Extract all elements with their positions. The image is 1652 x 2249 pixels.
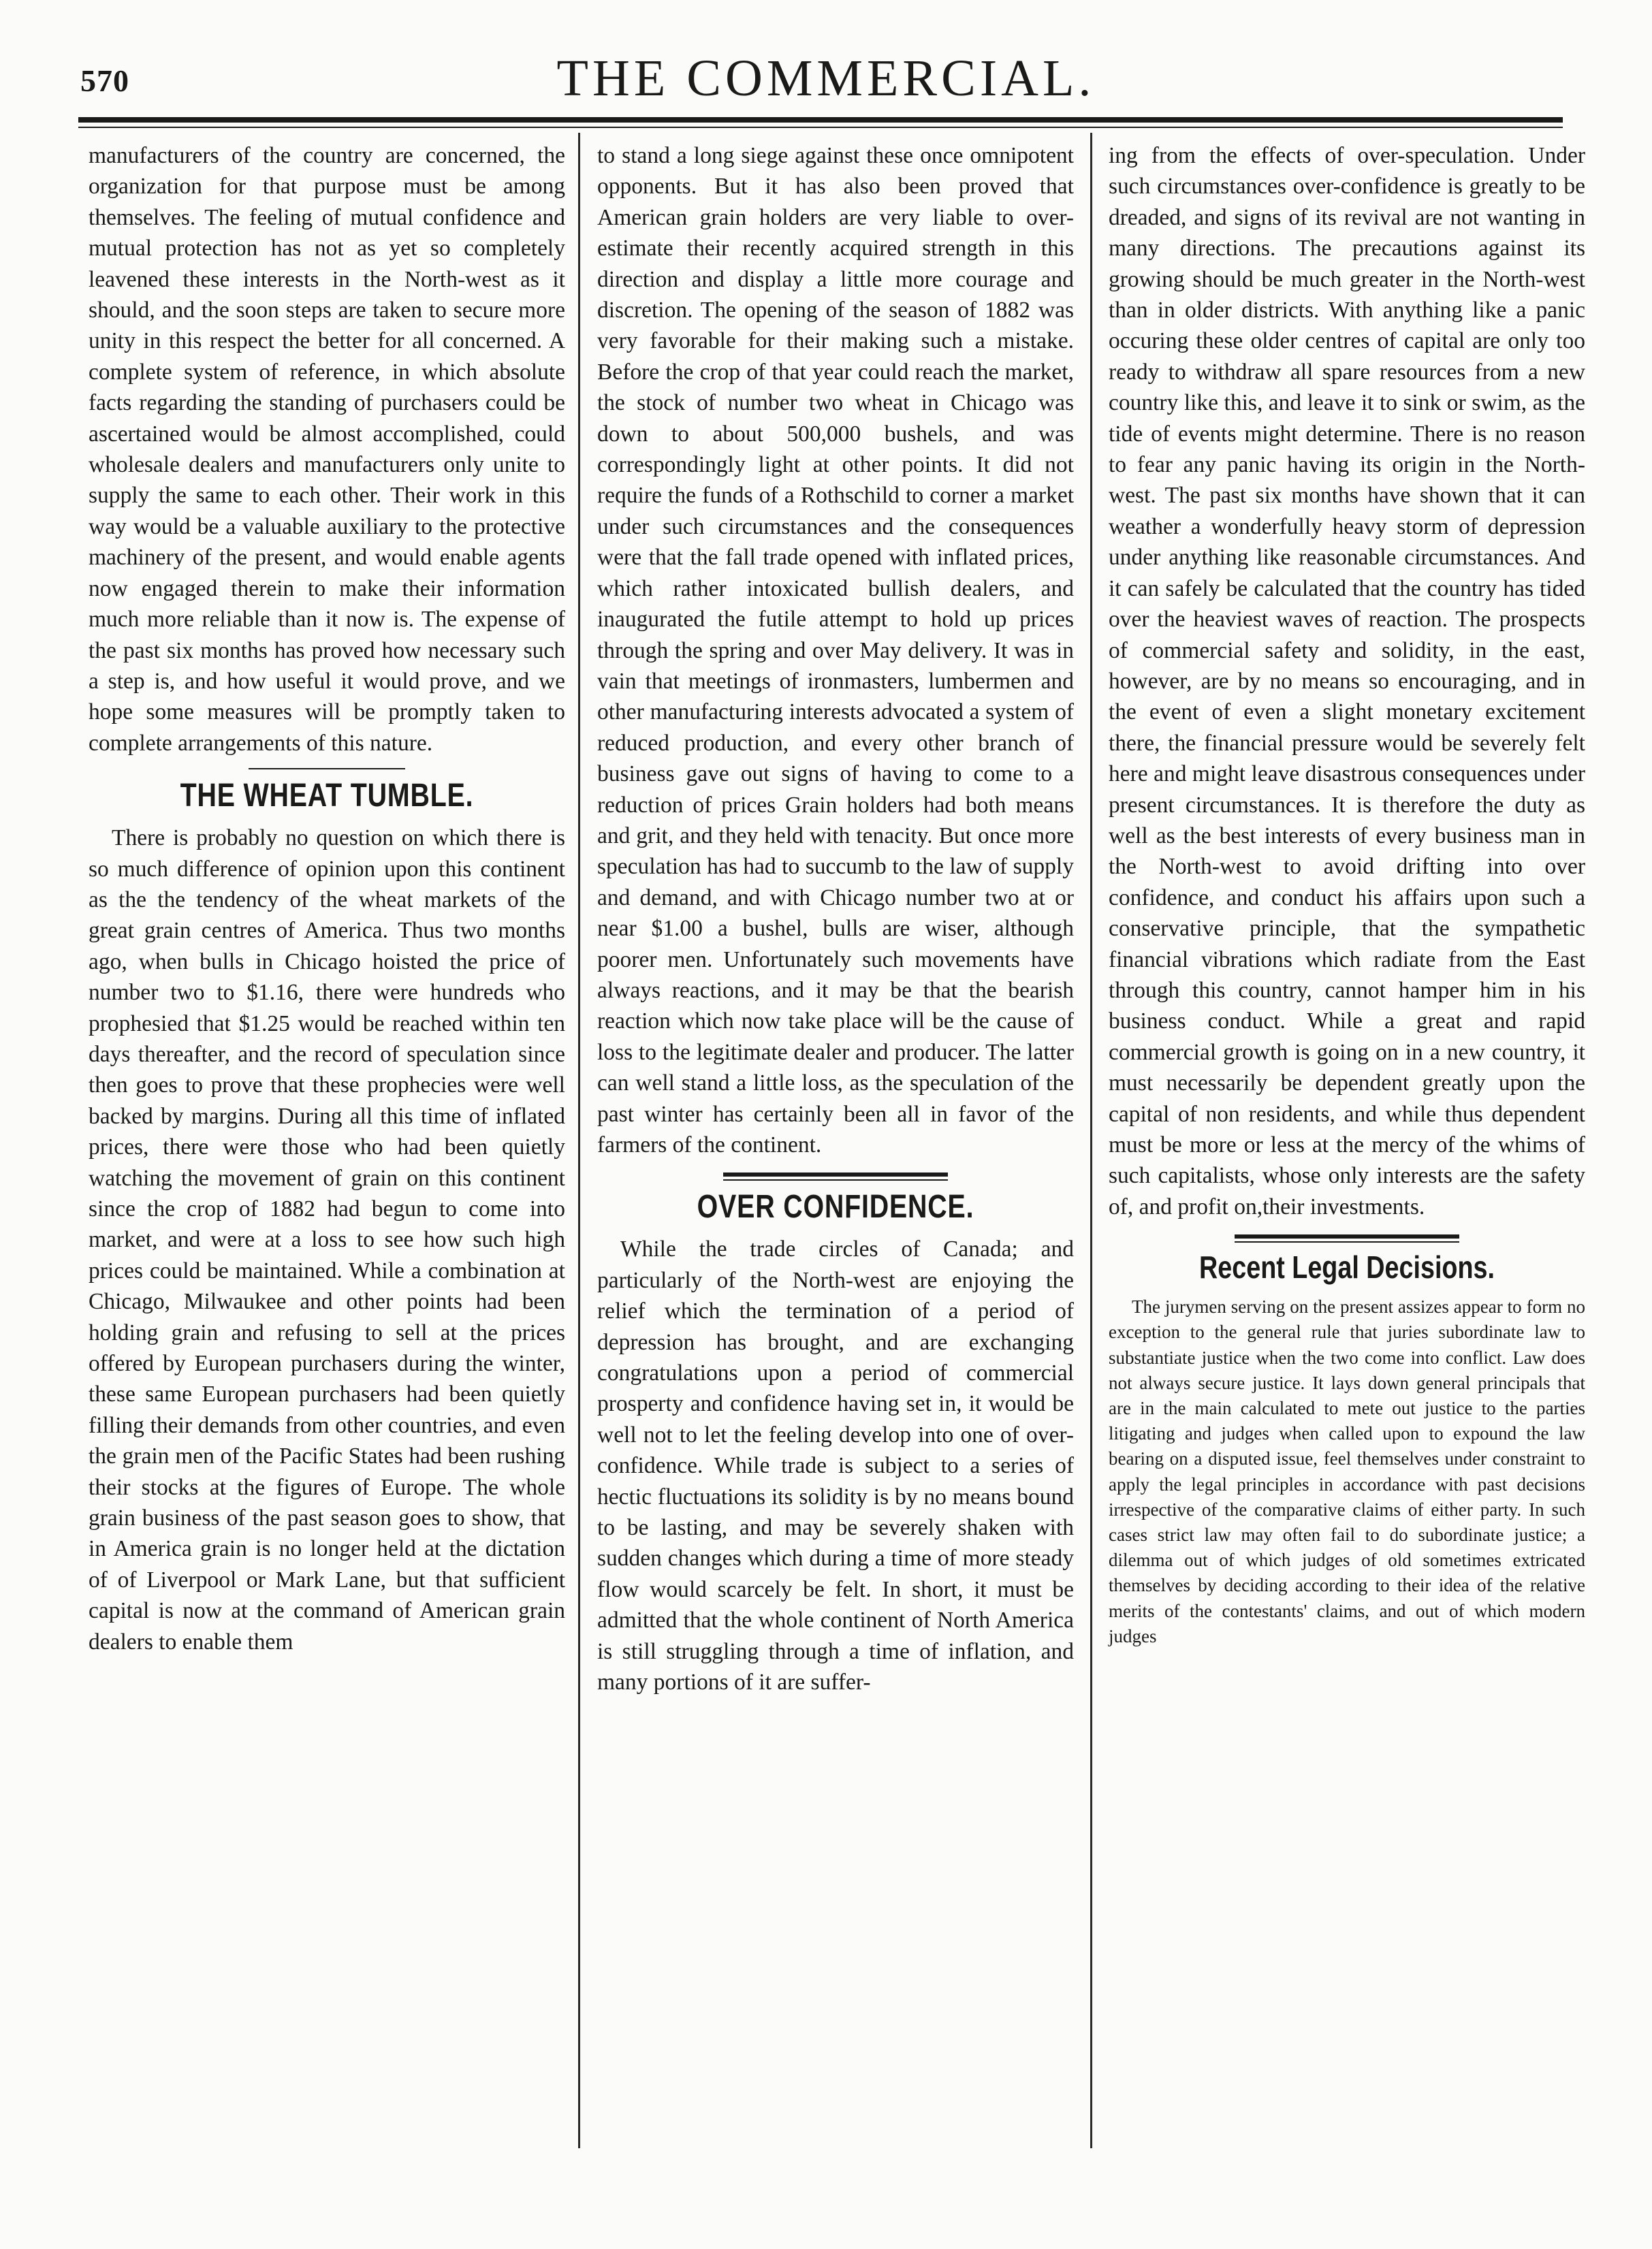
page-number: 570 [80, 63, 129, 98]
section-divider [1235, 1234, 1459, 1243]
header-rule-thick [78, 117, 1563, 123]
article-body-legal-decisions: The jurymen serving on the present assizes appear to form no exception to the general rule that juries subordinate law to substantiate justice when the two come into conflict. Law does not always secure justice. It lays down general principals that are in the main calculated to mete out justice to the parties litigating and judges when called upon to expound the law bearing on a disputed issue, feel themselves under constraint to apply the legal principles in accordance with past decisions irrespective of the comparative claims of either party. In such cases strict law may often fail to do subordinate justice; a dilemma out of which judges of old sometimes extricated themselves by deciding according to their idea of the relative merits of the contestants' claims, and out of which modern judges [1109, 1296, 1585, 1646]
article-heading-legal-decisions: Recent Legal Decisions. [1199, 1249, 1495, 1286]
header-rule-thin [78, 127, 1563, 128]
article-continuation-text: manufacturers of the country are concerned, the organization for that purpose must be among themselves. The feeling of mutual confidence and mutual protection has not as yet so completely leavened these interests in the North-west as it should, and the soon steps are taken to secure more unity in this respect the better for all concerned. A complete system of reference, in which absolute facts regarding the standing of purchasers could be ascertained would be almost accomplished, could wholesale dealers and manufacturers only unite to supply the same to each other. Their work in this way would be a valuable auxiliary to the protective machinery of the present, and would enable agents now engaged therein to make their information much more reliable than it now is. The expense of the past six months has proved how necessary such a step is, and how useful it would prove, and we hope some measures will be promptly taken to complete arrangements of this nature. [89, 143, 565, 756]
article-body-wheat-tumble: There is probably no question on which there is so much difference of opinion upon this continent as the the tendency of the wheat markets of the great grain centres of America. Thus two months ago, when bulls in Chicago hoisted the price of number two to $1.16, there were hundreds who prophesied that $1.25 would be reached within ten days thereafter, and the record of speculation since then goes to prove that these prophecies were well backed by margins. During all this time of inflated prices, there were those who had been quietly watching the movement of grain on this continent since the crop of 1882 had begun to come into market, and were at a loss to see how such high prices could be maintained. While a combination at Chicago, Milwaukee and other points had been holding grain and refusing to sell at the prices offered by European purchasers during the winter, these same European purchasers had been quietly filling their demands from other countries, and even the grain men of the Pacific States had been rushing their stocks at the figures of Europe. The whole grain business of the past season goes to show, that in America grain is no longer held at the dictation of of Liverpool or Mark Lane, but that sufficient capital is now at the command of American grain dealers to enable them [89, 825, 565, 1655]
section-divider [723, 1173, 948, 1181]
column-divider-2 [1090, 133, 1092, 2148]
column-3 [1109, 140, 1585, 1649]
article-continuation-text: ing from the effects of over-speculation. Under such circumstances over-confidence is greatly to be dreaded, and signs of its revival are not wanting in many directions. The precautions against its growing should be much greater in the North-west than in older districts. With anything like a panic occuring these older centres of capital are only too ready to withdraw all spare resources from a new country like this, and leave it to sink or swim, as the tide of events might determine. There is no reason to fear any panic having its origin in the North-west. The past six months have shown that it can weather a wonderfully heavy storm of depression under anything like reasonable circumstances. And it can safely be calculated that the country has tided over the heaviest waves of reaction. The prospects of commercial safety and solidity, in the east, however, are by no means so encouraging, and in the event of even a slight monetary excitement there, the financial pressure would be severely felt here and might leave disastrous consequences under present circumstances. It is therefore the duty as well as the best interests of every business man in the North-west to avoid drifting into over confidence, and conduct his affairs upon such a conservative principle, that the sympathetic financial vibrations which radiate from the East through this country, cannot hamper him in his business conduct. While a great and rapid commercial growth is going on in a new country, it must necessarily be dependent greatly upon the capital of non residents, and while thus dependent must be more or less at the mercy of the whims of such capitalists, whose only interests are the safety of, and profit on,their investments. [1109, 143, 1585, 1219]
article-heading-over-confidence: OVER CONFIDENCE. [697, 1189, 974, 1226]
column-1 [89, 140, 565, 1657]
article-heading-wheat-tumble: THE WHEAT TUMBLE. [180, 778, 474, 814]
column-divider-1 [578, 133, 580, 2148]
masthead-title: THE COMMERCIAL. [556, 50, 1096, 107]
article-continuation-text: to stand a long siege against these once omnipotent opponents. But it has also been proved that American grain holders are very liable to over-estimate their recently acquired strength in this direction and display a little more courage and discretion. The opening of the season of 1882 was very favorable for their making such a mistake. Before the crop of that year could reach the market, the stock of number two wheat in Chicago was down to about 500,000 bushels, and was correspondingly light at other points. It did not require the funds of a Rothschild to corner a market under such circumstances and the consequences were that the fall trade opened with inflated prices, which rather intoxicated bullish dealers, and inaugurated the futile attempt to hold up prices through the spring and over May delivery. It was in vain that meetings of ironmasters, lumbermen and other manufacturing interests advocated a system of reduced production, and every other branch of business gave out signs of having to come to a reduction of prices Grain holders had both means and grit, and they held with tenacity. But once more speculation has had to succumb to the law of supply and demand, and with Chicago number two at or near $1.00 a bushel, bulls are wiser, although poorer men. Unfortunately such movements have always reactions, and it may be that the bearish reaction which now take place will be the cause of loss to the legitimate dealer and producer. The latter can well stand a little loss, as the speculation of the past winter has certainly been all in favor of the farmers of the continent. [597, 143, 1074, 1158]
column-2 [597, 140, 1074, 1698]
article-body-over-confidence: While the trade circles of Canada; and particularly of the North-west are enjoying the relief which the termination of a period of depression has brought, and are exchanging congratulations upon a period of commercial prosperty and confidence having set in, it would be well not to let the feeling develop into one of over-confidence. While trade is subject to a series of hectic fluctuations its solidity is by no means bound to be lasting, and may be severely shaken with sudden changes which during a time of more steady flow would scarcely be felt. In short, it must be admitted that the whole continent of North America is still struggling through a time of inflation, and many portions of it are suffer- [597, 1237, 1074, 1695]
section-divider [249, 768, 405, 769]
